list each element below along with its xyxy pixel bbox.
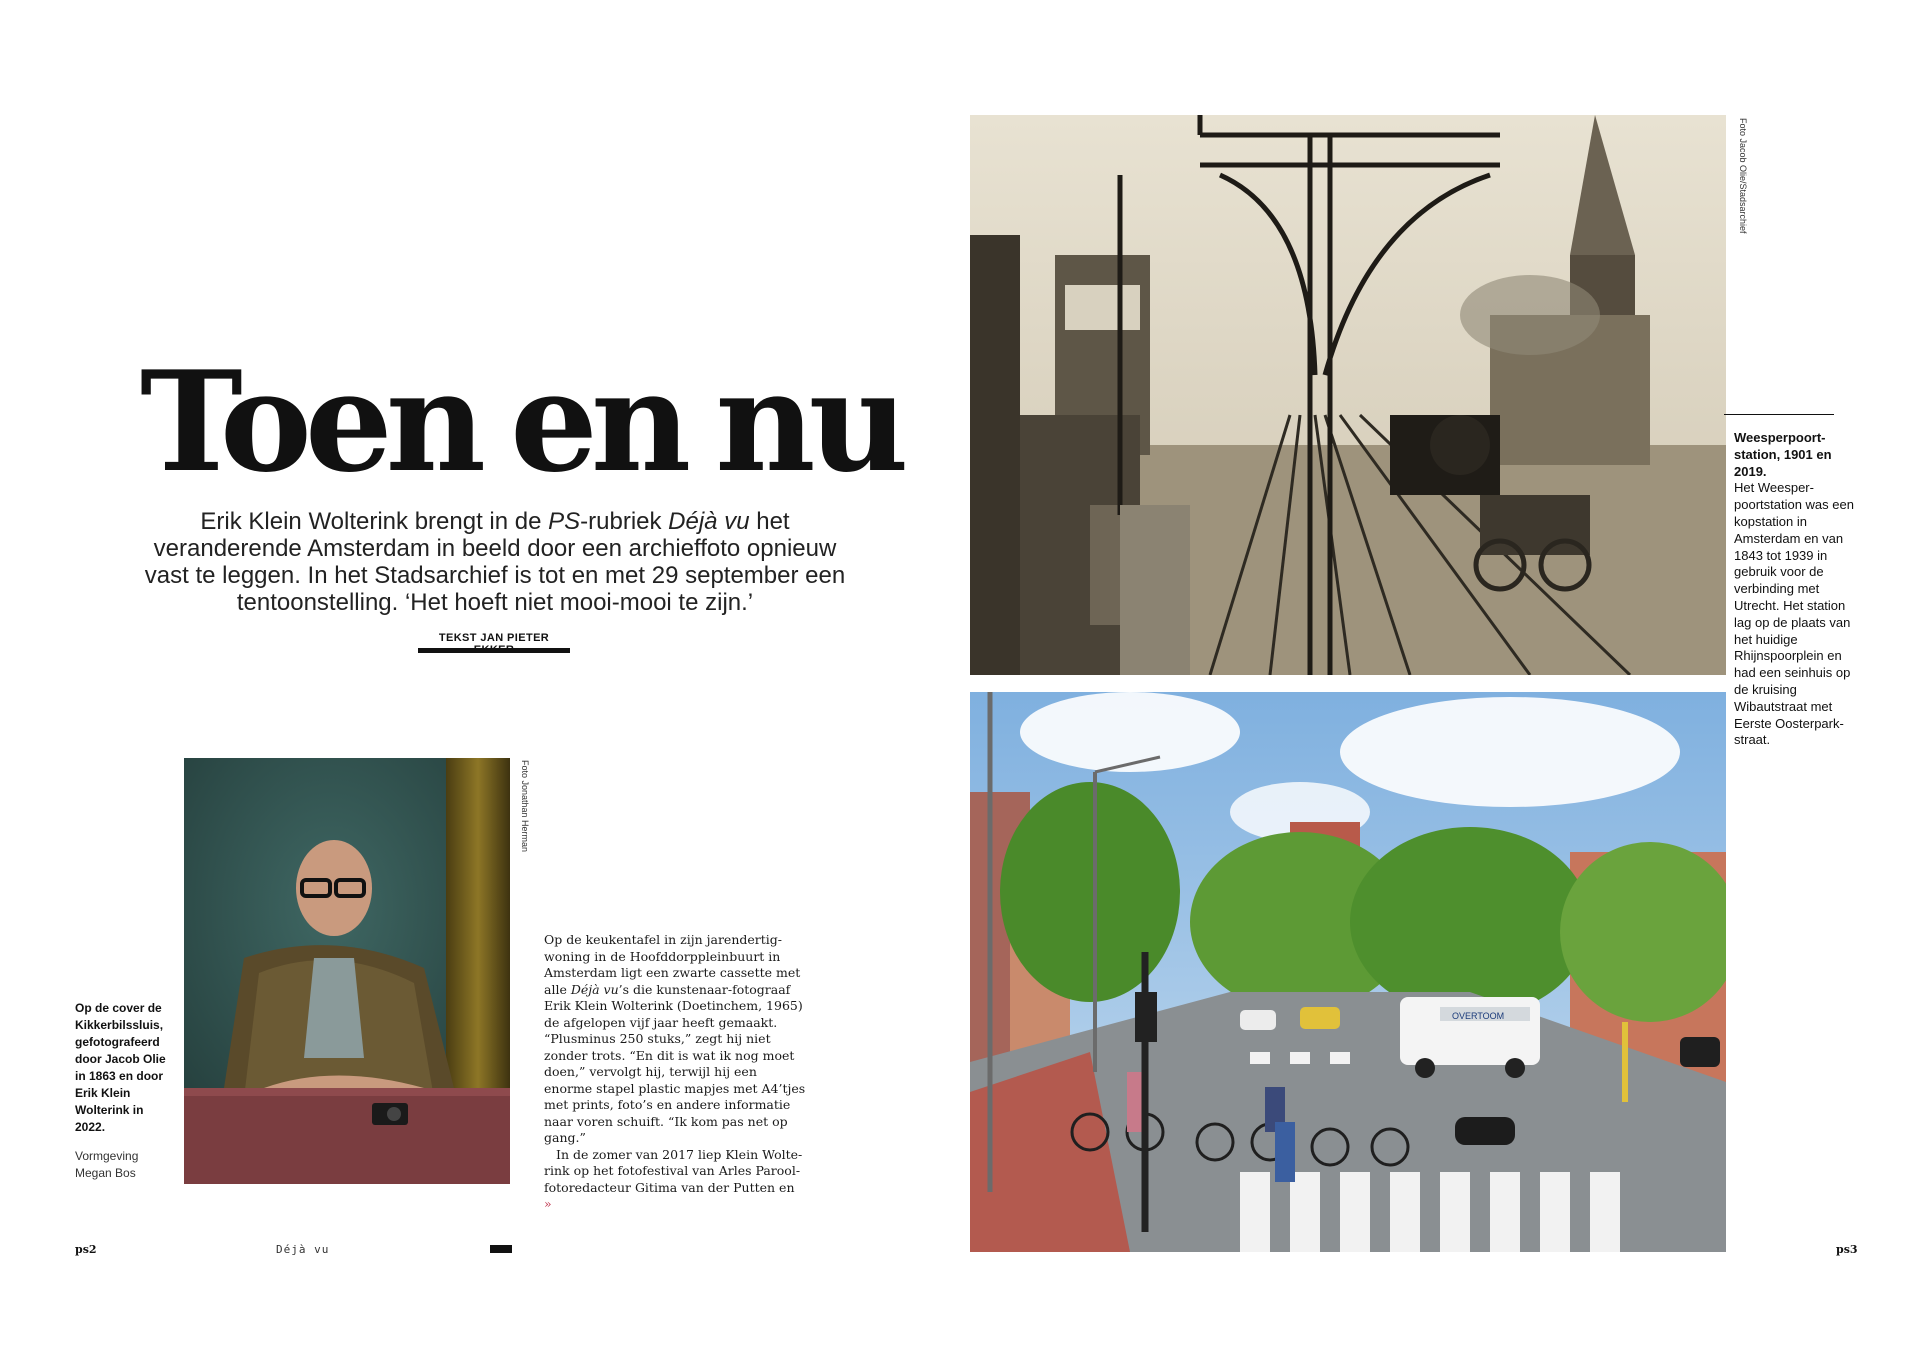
body-paragraph-1: Op de keukentafel in zijn jarendertigwoning in de Hoofddorppleinbuurt in Amsterdam ligt een zwarte cassette met alle Déjà vu’s die kunstenaar-fotograaf Erik Klein Wolterink (Doetinchem, 1965) de afgelopen vijf jaar heeft gemaakt. “Plusminus 250 stuks,” zegt hij niet zonder trots. “En dit is wat ik nog moet doen,” vervolgt hij, terwijl hij een enorme stapel plastic mapjes met A4’tjes met prints, foto’s en andere informatie naar voren schuift. “Ik kom pas net op gang.” [544,932,806,1145]
folio-bar [490,1245,512,1253]
byline-underline [418,648,570,653]
folio-right: ps3 [1836,1243,1858,1256]
caption-title: Weesperpoortstation, 1901 en 2019. [1734,430,1832,479]
cover-caption: Op de cover de Kikkerbilssluis, gefotografeerd door Jacob Olie in 1863 en door Erik Klein Wolterink in 2022. [75,1001,166,1134]
continue-arrow-icon: » [544,1196,552,1211]
photo-caption [1734,430,1856,749]
design-credit: Vormgeving Megan Bos [75,1149,139,1180]
modern-photo [970,692,1726,1252]
body-paragraph-2: In de zomer van 2017 liep Klein Wolterink op het fotofestival van Arles Parool-fotoredacteur Gitima van der Putten en » [544,1146,803,1211]
caption-rule [1724,414,1834,415]
caption-text: Het Weesperpoortstation was een kopstation in Amsterdam en van 1843 tot 1939 in gebruik voor de verbinding met Utrecht. Het station lag op de plaats van het huidige Rhijnspoorplein en had een seinhuis op de kruising Wibautstraat met Eerste Oosterparkstraat. [1734,480,1854,748]
portrait-photo [184,758,510,1184]
historic-photo-credit: Foto Jacob Olie/Stadsarchief [1738,118,1748,234]
byline: TEKST JAN PIETER [438,632,550,644]
page-title: Toen en nu [140,340,902,503]
folio-left: ps2 [75,1243,97,1256]
lede: Erik Klein Wolterink brengt in de PS-rubriek Déjà vu het veranderende Amsterdam in beeld door een archieffoto opnieuw vast te leggen. In het Stadsarchief is tot en met 29 september een tentoonstelling. ‘Het hoeft niet mooi-mooi te zijn.’ [144,508,846,616]
historic-photo [970,115,1726,675]
article-body [544,932,806,1213]
section-name: Déjà vu [276,1243,330,1256]
van-logo-text: OVERTOOM [1452,1011,1505,1021]
portrait-credit: Foto Jonathan Herman [520,760,530,853]
